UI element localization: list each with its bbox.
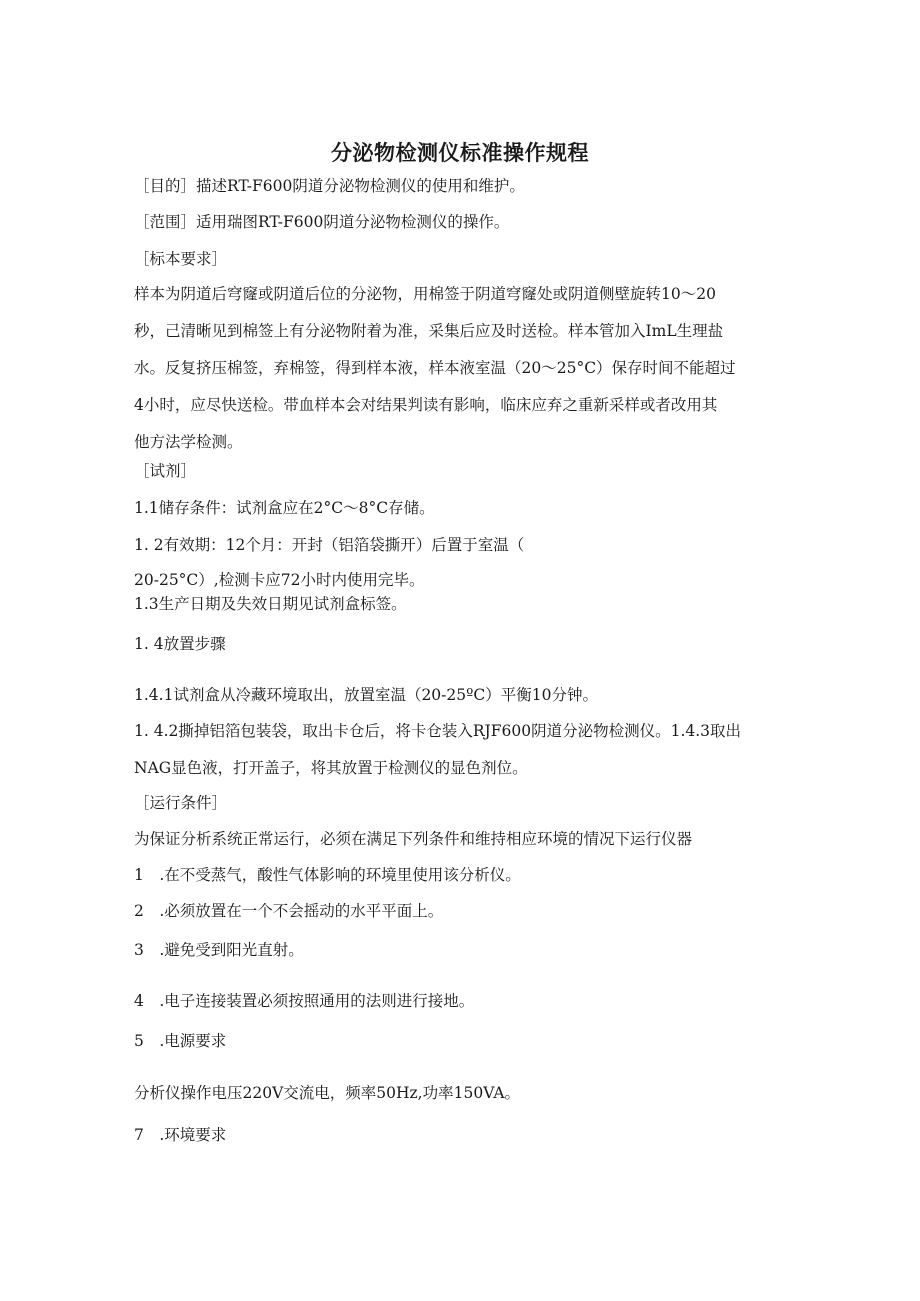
placement-step-1: 1.4.1试剂盒从冷藏环境取出，放置室温（20-25ºC）平衡10分钟。 bbox=[134, 686, 598, 704]
sample-line: 水。反复挤压棉签，弃棉签，得到样本液，样本液室温（20～25°C）保存时间不能超过 bbox=[134, 359, 736, 377]
operation-item: 5 .电源要求 bbox=[134, 1032, 227, 1050]
operation-item: 1 .在不受蒸气，酸性气体影响的环境里使用该分析仪。 bbox=[134, 866, 521, 884]
scope-line: ［范围］适用瑞图RT-F600阴道分泌物检测仪的操作。 bbox=[134, 213, 510, 231]
operation-item: 2 .必须放置在一个不会摇动的水平平面上。 bbox=[134, 902, 444, 920]
sample-line: 他方法学检测。 bbox=[134, 433, 243, 451]
sample-line: 样本为阴道后穹窿或阴道后位的分泌物，用棉签于阴道穹窿处或阴道侧壁旋转10～20 bbox=[134, 285, 716, 303]
document-title: 分泌物检测仪标准操作规程 bbox=[331, 141, 589, 165]
sample-line: 4小时，应尽快送检。带血样本会对结果判读有影响，临床应弃之重新采样或者改用其 bbox=[134, 396, 718, 414]
step-2-line: 1. 4.2撕掉铝箔包装袋，取出卡仓后，将卡仓装入RJF600阴道分泌物检测仪。1.4.3取出 bbox=[134, 722, 742, 740]
environment-heading: 7 .环境要求 bbox=[134, 1126, 227, 1144]
operation-item: 3 .避免受到阳光直射。 bbox=[134, 941, 304, 959]
sample-line: 秒，己清晰见到棉签上有分泌物附着为准，采集后应及时送检。样本管加入ImL生理盐 bbox=[134, 322, 724, 340]
sample-heading: ［标本要求］ bbox=[134, 250, 228, 268]
reagent-dates: 1.3生产日期及失效日期见试剂盒标签。 bbox=[134, 595, 407, 613]
power-spec: 分析仪操作电压220V交流电，频率50Hz,功率150VA。 bbox=[134, 1084, 521, 1102]
placement-step-2 bbox=[134, 713, 794, 787]
operation-item: 4 .电子连接装置必须按照通用的法则进行接地。 bbox=[134, 992, 475, 1010]
purpose-line: ［目的］描述RT-F600阴道分泌物检测仪的使用和维护。 bbox=[134, 177, 525, 195]
sample-paragraph bbox=[134, 276, 794, 461]
step-2-line: NAG显色液，打开盖子，将其放置于检测仪的显色剂位。 bbox=[134, 759, 528, 777]
reagent-storage: 1.1储存条件：试剂盒应在2°C～8°C存储。 bbox=[134, 499, 435, 517]
placement-heading: 1. 4放置步骤 bbox=[134, 635, 226, 653]
reagent-heading: ［试剂］ bbox=[134, 462, 197, 480]
reagent-validity-line1: 1. 2有效期：12个月：开封（铝箔袋撕开）后置于室温（ bbox=[134, 536, 525, 554]
operation-intro: 为保证分析系统正常运行，必须在满足下列条件和维持相应环境的情况下运行仪器 bbox=[134, 830, 693, 848]
operation-heading: ［运行条件］ bbox=[134, 794, 228, 812]
reagent-validity-line2: 20-25°C）,检测卡应72小时内使用完毕。 bbox=[134, 571, 425, 589]
